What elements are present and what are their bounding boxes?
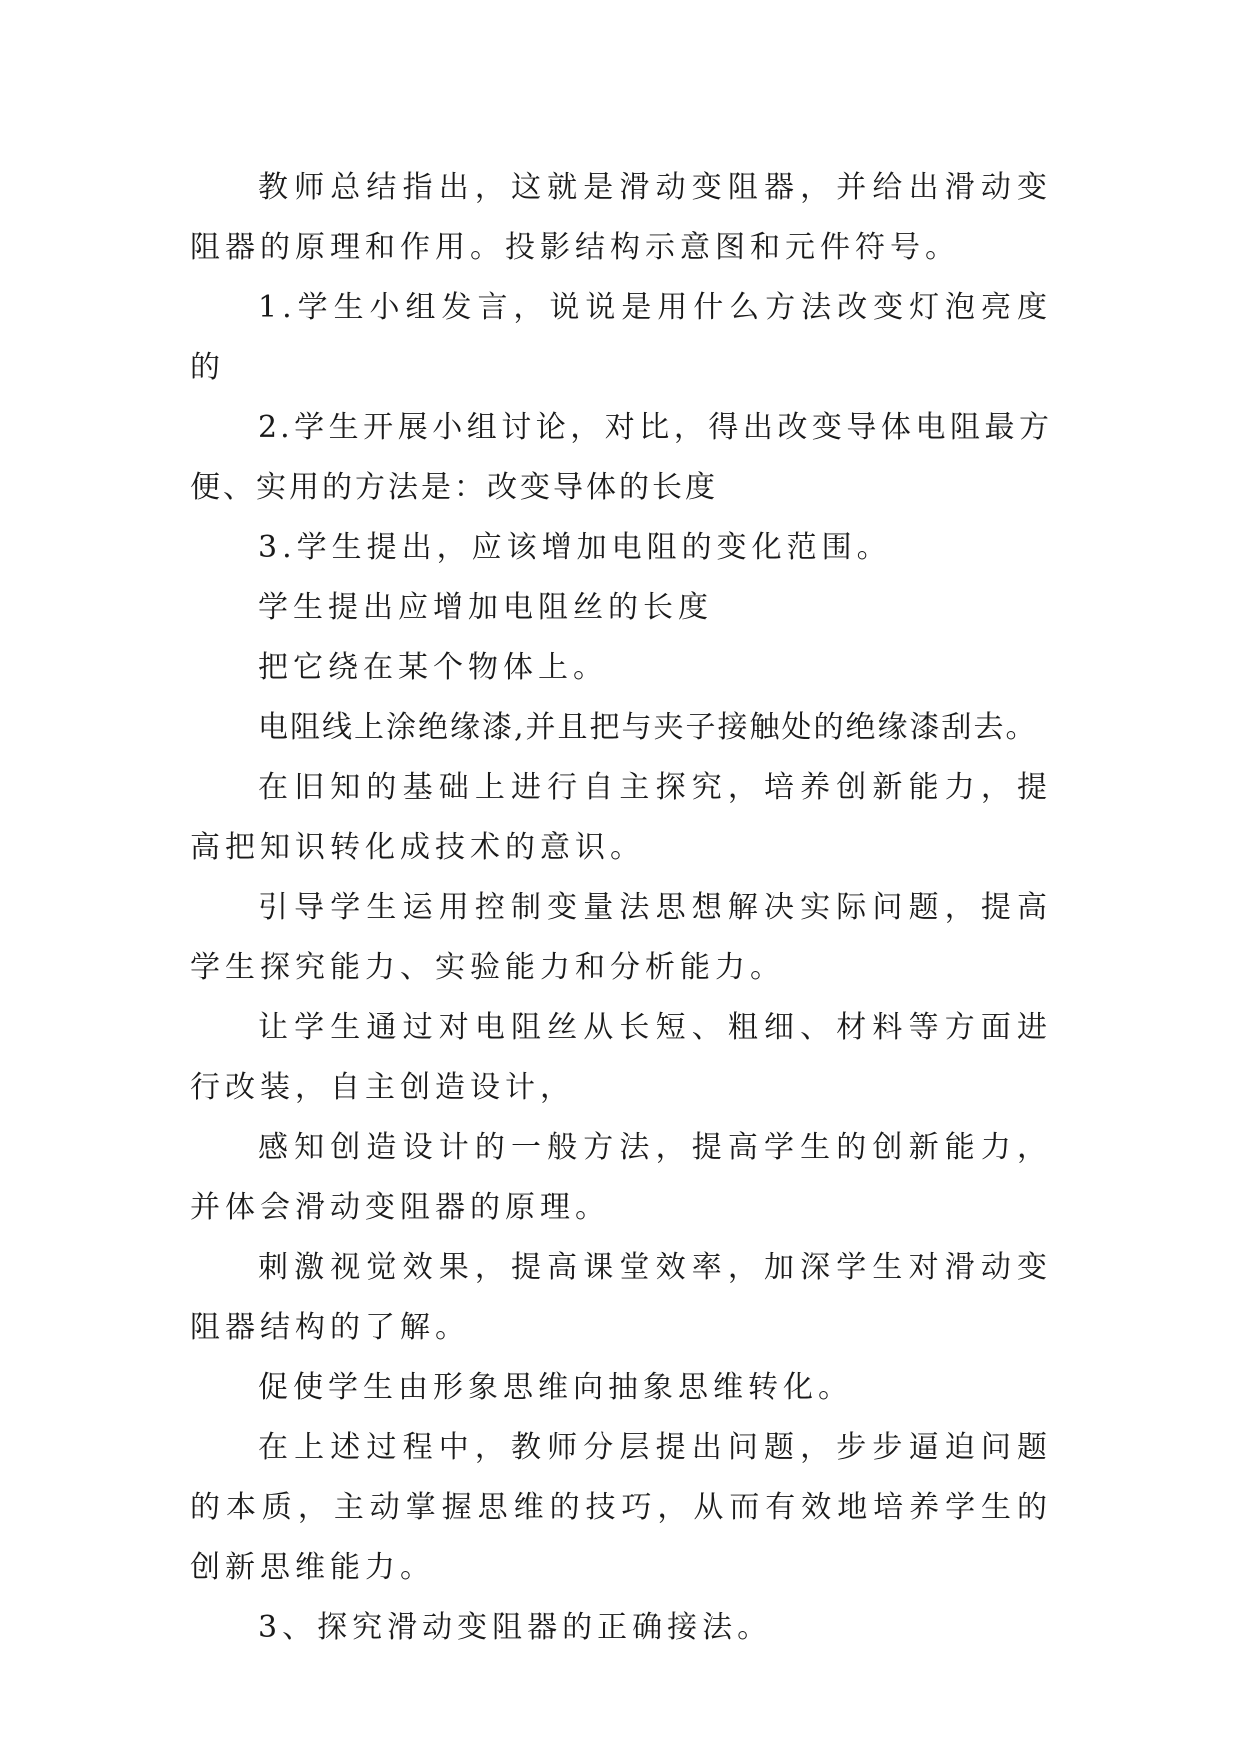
paragraph: 教师总结指出，这就是滑动变阻器，并给出滑动变阻器的原理和作用。投影结构示意图和元件符号。: [190, 170, 1052, 265]
paragraph: 让学生通过对电阻丝从长短、粗细、材料等方面进行改装，自主创造设计，: [190, 1010, 1052, 1105]
document-body: [190, 158, 1052, 1658]
paragraph: 在上述过程中，教师分层提出问题，步步逼迫问题的本质，主动掌握思维的技巧，从而有效地培养学生的创新思维能力。: [190, 1430, 1052, 1585]
paragraph: 2.学生开展小组讨论，对比，得出改变导体电阻最方便、实用的方法是：改变导体的长度: [190, 410, 1052, 505]
paragraph: 3、探究滑动变阻器的正确接法。: [258, 1610, 773, 1645]
paragraph: 把它绕在某个物体上。: [258, 650, 608, 685]
paragraph: 促使学生由形象思维向抽象思维转化。: [258, 1370, 853, 1405]
paragraph: 1.学生小组发言，说说是用什么方法改变灯泡亮度的: [190, 290, 1052, 385]
paragraph: 刺激视觉效果，提高课堂效率，加深学生对滑动变阻器结构的了解。: [190, 1250, 1052, 1345]
paragraph: 引导学生运用控制变量法思想解决实际问题，提高学生探究能力、实验能力和分析能力。: [190, 890, 1052, 985]
paragraph: 电阻线上涂绝缘漆,并且把与夹子接触处的绝缘漆刮去。: [258, 710, 1038, 745]
paragraph: 学生提出应增加电阻丝的长度: [258, 590, 713, 625]
paragraph: 在旧知的基础上进行自主探究，培养创新能力，提高把知识转化成技术的意识。: [190, 770, 1052, 865]
paragraph: 3.学生提出，应该增加电阻的变化范围。: [258, 530, 892, 565]
paragraph: 感知创造设计的一般方法，提高学生的创新能力，并体会滑动变阻器的原理。: [190, 1130, 1052, 1225]
